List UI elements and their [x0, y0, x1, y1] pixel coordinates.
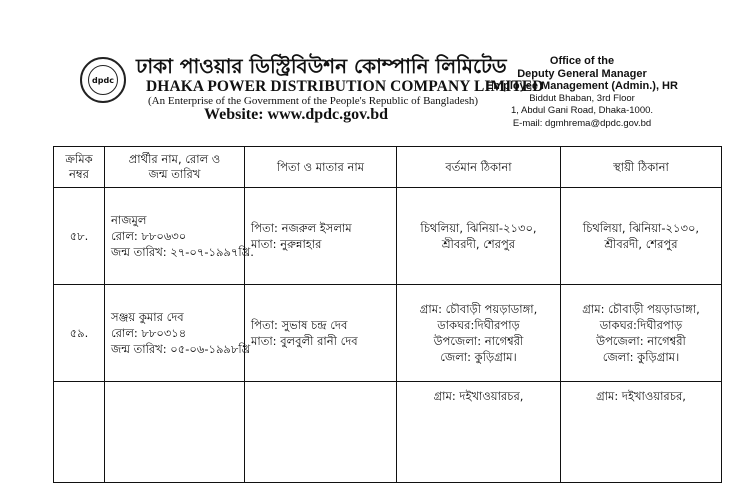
parents-cell — [245, 188, 397, 285]
candidate-dob: জন্ম তারিখ: ০৫-০৬-১৯৯৮খ্রি — [111, 342, 251, 356]
candidate-cell — [105, 285, 251, 382]
candidate-roll: রোল: ৮৮০৬৩০ — [111, 229, 187, 243]
parents-cell — [245, 285, 397, 382]
candidate-cell — [105, 188, 254, 285]
present-address-cell: চিথলিয়া, ঝিনিয়া-২১৩০, শ্রীবরদী, শেরপুর — [397, 188, 561, 285]
logo-text: dpdc — [88, 65, 118, 95]
office-line-4: Biddut Bhaban, 3rd Floor — [529, 92, 635, 104]
present-address-cell: গ্রাম: চৌবাড়ী পয়ড়াডাঙ্গা, ডাকঘর:দিঘীরপাড় উপজেলা: নাগেশ্বরী জেলা: কুড়িগ্রাম। — [397, 285, 561, 382]
office-line-6: E-mail: dgmhrema@dpdc.gov.bd — [512, 117, 652, 129]
permanent-address-cell: চিথলিয়া, ঝিনিয়া-২১৩০, শ্রীবরদী, শেরপুর — [561, 188, 722, 285]
candidate-dob: জন্ম তারিখ: ২৭-০৭-১৯৯৭খ্রি. — [111, 245, 254, 259]
company-name-bangla: ঢাকা পাওয়ার ডিস্ট্রিবিউশন কোম্পানি লিমিটেড — [136, 54, 507, 78]
website-line: Website: www.dpdc.gov.bd — [204, 106, 389, 123]
office-line-1: Office of the — [549, 55, 615, 67]
letterhead — [0, 0, 735, 140]
header-permanent-address: স্থায়ী ঠিকানা — [561, 147, 722, 188]
mother-name: মাতা: বুলবুলী রানী দেব — [251, 334, 358, 348]
header-present-address: বর্তমান ঠিকানা — [397, 147, 561, 188]
office-line-5: 1, Abdul Gani Road, Dhaka-1000. — [510, 105, 654, 117]
parents-cell — [245, 382, 397, 483]
office-address-block — [484, 55, 680, 131]
candidate-name: সঞ্জয় কুমার দেব — [111, 310, 184, 324]
candidate-cell — [105, 382, 245, 483]
permanent-address-cell: গ্রাম: চৌবাড়ী পয়ড়াডাঙ্গা, ডাকঘর:দিঘীরপাড় উপজেলা: নাগেশ্বরী জেলা: কুড়িগ্রাম। — [561, 285, 722, 382]
enterprise-note: (An Enterprise of the Government of the People's Republic of Bangladesh) — [148, 95, 479, 107]
table-row — [54, 188, 722, 285]
present-address-cell: গ্রাম: দইখাওয়ারচর, — [397, 382, 561, 483]
table-row — [54, 382, 722, 483]
serial-cell: ৫৮. — [54, 188, 105, 285]
header-name-roll-dob: প্রার্থীর নাম, রোল ও জন্ম তারিখ — [105, 147, 245, 188]
candidate-roll: রোল: ৮৮০৩১৪ — [111, 326, 187, 340]
father-name: পিতা: সুভাষ চন্দ্র দেব — [251, 318, 348, 332]
table-row — [54, 285, 722, 382]
company-logo — [80, 57, 126, 103]
company-name-english: DHAKA POWER DISTRIBUTION COMPANY LIMITED — [146, 78, 544, 95]
table-header-row — [54, 147, 722, 188]
header-parents: পিতা ও মাতার নাম — [245, 147, 397, 188]
serial-cell — [54, 382, 105, 483]
office-line-2: Deputy General Manager — [517, 67, 647, 80]
office-line-3: Employee Management (Admin.), HR — [486, 80, 678, 93]
candidate-name: নাজমুল — [111, 213, 147, 227]
permanent-address-cell: গ্রাম: দইখাওয়ারচর, — [561, 382, 722, 483]
father-name: পিতা: নজরুল ইসলাম — [251, 221, 352, 235]
serial-cell: ৫৯. — [54, 285, 105, 382]
header-serial: ক্রমিক নম্বর — [54, 147, 105, 188]
candidate-table — [53, 146, 722, 483]
mother-name: মাতা: নুরুন্নাহার — [251, 237, 322, 251]
